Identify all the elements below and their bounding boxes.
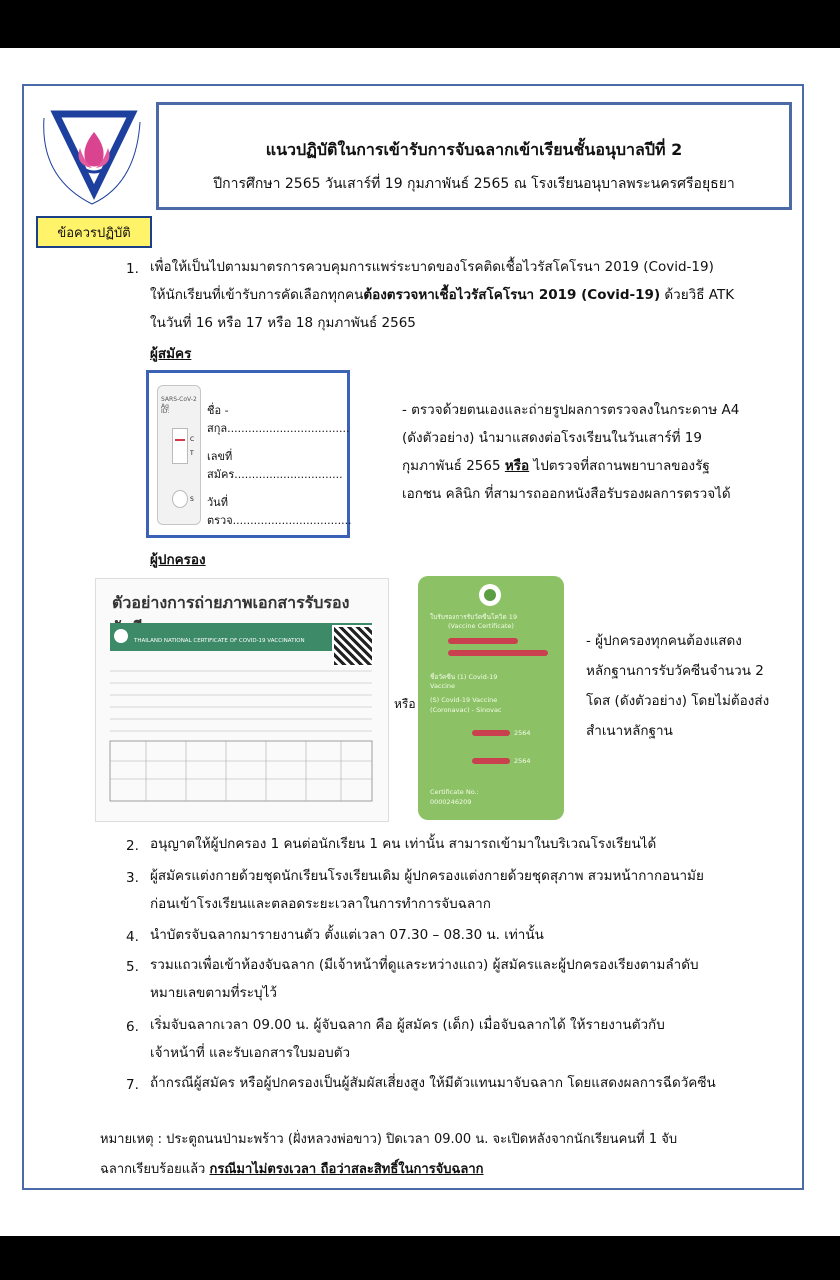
item-1-text <box>150 253 790 337</box>
guardian-desc-line-4: สำเนาหลักฐาน <box>586 723 673 739</box>
applicant-desc-line-3-pre: กุมภาพันธ์ 2565 <box>402 458 505 474</box>
atk-test-cassette <box>157 385 201 525</box>
item-6-line-2: เจ้าหน้าที่ และรับเอกสารใบมอบตัว <box>150 1045 351 1061</box>
vaccine-card-line-5: (S) Covid-19 Vaccine <box>430 696 498 704</box>
guardian-description <box>586 626 796 746</box>
item-2-number: 2. <box>126 838 139 854</box>
document-page <box>0 48 840 1236</box>
vaccine-card-line-4: Vaccine <box>430 682 455 690</box>
c-marker: C <box>190 436 195 443</box>
vaccine-doc-title: ตัวอย่างการถ่ายภาพเอกสารรับรอง <box>112 593 350 612</box>
item-1-number: 1. <box>126 261 139 277</box>
item-7-number: 7. <box>126 1077 139 1093</box>
note-line-2 <box>100 1155 790 1185</box>
vaccine-card-seal-icon <box>479 584 501 606</box>
page-title: แนวปฏิบัติในการเข้ารับการจับฉลากเข้าเรียนชั้นอนุบาลปีที่ 2 <box>265 140 683 159</box>
item-3-line-2: ก่อนเข้าโรงเรียนและตลอดระยะเวลาในการทำการจับฉลาก <box>150 896 491 912</box>
item-4-text: นำบัตรจับฉลากมารายงานตัว ตั้งแต่เวลา 07.30 – 08.30 น. เท่านั้น <box>150 927 544 943</box>
guardian-desc-line-1: - ผู้ปกครองทุกคนต้องแสดง <box>586 633 742 649</box>
seal-inner <box>484 589 496 601</box>
test-date-field: วันที่ตรวจ.................................. <box>207 496 352 527</box>
certificate-label: Certificate No.: <box>430 788 479 796</box>
vaccine-doc-banner-text: THAILAND NATIONAL CERTIFICATE OF COVID-19 VACCINATION <box>134 638 305 644</box>
redacted-name-2 <box>448 650 548 656</box>
item-1-line-3: ในวันที่ 16 หรือ 17 หรือ 18 กุมภาพันธ์ 2565 <box>150 315 416 331</box>
item-1-line-2-post: ด้วยวิธี ATK <box>660 287 735 303</box>
note-block <box>100 1125 790 1185</box>
applicant-desc-line-2: (ดังตัวอย่าง) นำมาแสดงต่อโรงเรียนในวันเสาร์ที่ 19 <box>402 430 702 446</box>
t-marker: T <box>190 450 194 457</box>
guidelines-tag: ข้อควรปฏิบัติ <box>36 216 152 248</box>
header-box <box>156 102 792 210</box>
redacted-dose-2 <box>472 758 510 764</box>
item-3-line-1: ผู้สมัครแต่งกายด้วยชุดนักเรียนโรงเรียนเดิม ผู้ปกครองแต่งกายด้วยชุดสุภาพ สวมหน้ากากอนามัย <box>150 868 704 884</box>
dose-2-year: 2564 <box>514 757 531 765</box>
dose-1-year: 2564 <box>514 729 531 737</box>
s-marker: S <box>190 496 194 503</box>
item-2-text: อนุญาตให้ผู้ปกครอง 1 คนต่อนักเรียน 1 คน เท่านั้น สามารถเข้ามาในบริเวณโรงเรียนได้ <box>150 836 657 852</box>
item-1-line-2-pre: ให้นักเรียนที่เข้ารับการคัดเลือกทุกคน <box>150 287 364 303</box>
applicant-description <box>402 396 802 508</box>
item-6-number: 6. <box>126 1019 139 1035</box>
vaccine-card-line-2: (Vaccine Certificate) <box>448 622 514 630</box>
applicant-heading: ผู้สมัคร <box>150 346 192 362</box>
applicant-desc-line-4: เอกชน คลินิก ที่สามารถออกหนังสือรับรองผลการตรวจได้ <box>402 486 731 502</box>
applicant-desc-line-3 <box>402 452 802 480</box>
atk-sample-card <box>146 370 350 538</box>
applicant-desc-line-3-post: ไปตรวจที่สถานพยาบาลของรัฐ <box>529 458 710 474</box>
vaccine-document-sample <box>95 578 389 822</box>
applicant-desc-line-1: - ตรวจด้วยตนเองและถ่ายรูปผลการตรวจลงในกระดาษ A4 <box>402 402 740 418</box>
page-subtitle: ปีการศึกษา 2565 วันเสาร์ที่ 19 กุมภาพันธ์ 2565 ณ โรงเรียนอนุบาลพระนครศรีอยุธยา <box>213 176 735 192</box>
redacted-dose-1 <box>472 730 510 736</box>
item-7-text: ถ้ากรณีผู้สมัคร หรือผู้ปกครองเป็นผู้สัมผัสเสี่ยงสูง ให้มีตัวแทนมาจับฉลาก โดยแสดงผลการฉีดวัคซีน <box>150 1075 716 1091</box>
applicant-desc-or: หรือ <box>504 458 530 474</box>
item-6-line-1: เริ่มจับฉลากเวลา 09.00 น. ผู้จับฉลาก คือ ผู้สมัคร (เด็ก) เมื่อจับฉลากได้ ให้รายงานตัวกับ <box>150 1017 665 1033</box>
result-window <box>172 428 188 464</box>
vaccine-certificate-card <box>418 576 564 820</box>
item-1-line-1: เพื่อให้เป็นไปตามมาตรการควบคุมการแพร่ระบาดของโรคติดเชื้อไวรัสโคโรนา 2019 (Covid-19) <box>150 259 714 275</box>
vaccine-doc-lines <box>96 579 388 821</box>
item-1-line-2 <box>150 281 790 309</box>
item-5-line-2: หมายเลขตามที่ระบุไว้ <box>150 985 277 1001</box>
item-5-line-1: รวมแถวเพื่อเข้าห้องจับฉลาก (มีเจ้าหน้าที่ดูแลระหว่างแถว) ผู้สมัครและผู้ปกครองเรียงตามลำดับ <box>150 957 699 973</box>
item-3-text <box>150 862 790 918</box>
vaccine-card-line-1: ใบรับรองการรับวัคซีนโควิด 19 <box>430 613 518 621</box>
note-line-2-pre: ฉลากเรียบร้อยแล้ว <box>100 1162 210 1177</box>
item-3-number: 3. <box>126 870 139 886</box>
item-5-text <box>150 951 790 1007</box>
item-6-text <box>150 1011 790 1067</box>
item-4-number: 4. <box>126 929 139 945</box>
kit-id-label: ID: <box>161 408 170 415</box>
guardian-heading: ผู้ปกครอง <box>150 552 206 568</box>
sample-well <box>172 490 188 508</box>
item-5-number: 5. <box>126 959 139 975</box>
kit-label: SARS-CoV-2 Ag <box>161 396 197 410</box>
note-late-warning: กรณีมาไม่ตรงเวลา ถือว่าสละสิทธิ์ในการจับฉลาก <box>209 1162 484 1177</box>
control-line <box>175 439 185 441</box>
certificate-number: 0000246209 <box>430 798 472 806</box>
name-field: ชื่อ - สกุล................................... <box>207 404 350 435</box>
or-label: หรือ <box>394 697 416 711</box>
item-1-line-2-bold: ต้องตรวจหาเชื้อไวรัสโคโรนา 2019 (Covid-19) <box>363 287 661 303</box>
vaccine-card-line-3: ชื่อวัคซีน (1) Covid-19 <box>430 673 498 681</box>
application-number-field: เลขที่สมัคร............................... <box>207 450 343 481</box>
vaccine-card-line-6: (Coronavac) - Sinovac <box>430 706 502 714</box>
guardian-desc-line-3: โดส (ดังตัวอย่าง) โดยไม่ต้องส่ง <box>586 693 770 709</box>
redacted-name <box>448 638 518 644</box>
note-line-1: หมายเหตุ : ประตูถนนป่ามะพร้าว (ฝั่งหลวงพ่อขาว) ปิดเวลา 09.00 น. จะเปิดหลังจากนักเรียนคนที่ 1 จับ <box>100 1132 678 1147</box>
guardian-desc-line-2: หลักฐานการรับวัคซีนจำนวน 2 <box>586 663 764 679</box>
